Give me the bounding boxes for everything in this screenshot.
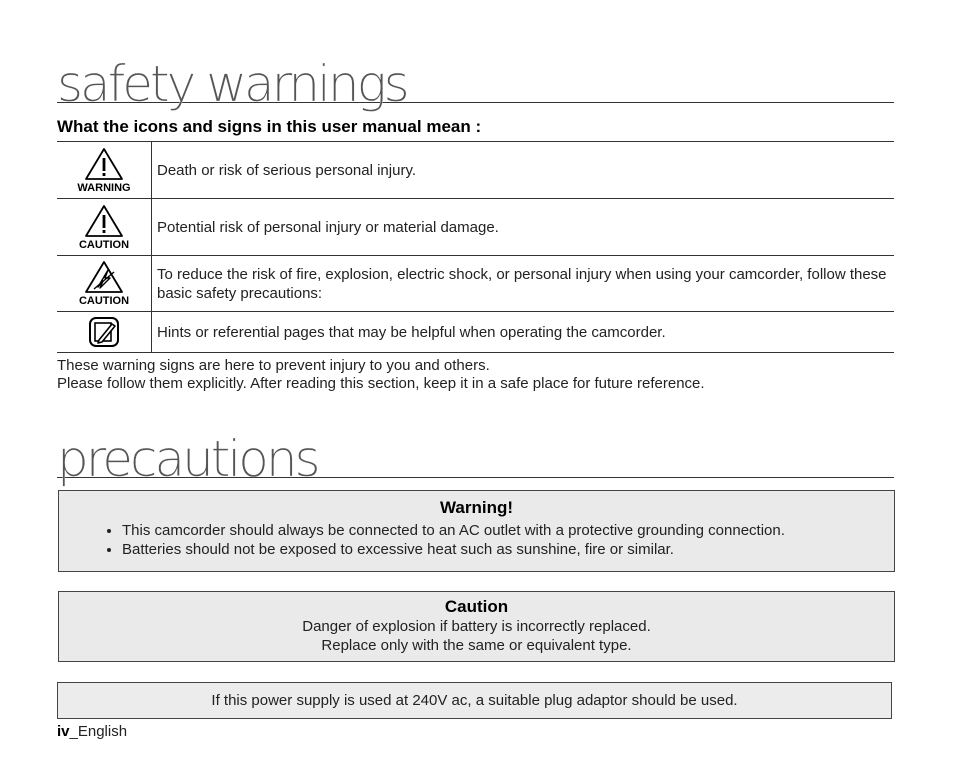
list-item: • This camcorder should always be connected to an AC outlet with a protective grounding connection. [122, 521, 894, 540]
caution-line: Replace only with the same or equivalent type. [321, 637, 632, 654]
intro-text [57, 357, 705, 393]
shock-triangle-icon [84, 260, 124, 294]
icons-heading: What the icons and signs in this user manual mean : [57, 117, 482, 136]
warning-heading: Warning! [439, 498, 514, 517]
icon-label: WARNING [77, 181, 131, 194]
warning-list [59, 521, 894, 559]
note-pencil-icon [88, 316, 120, 348]
footer-language: _English [69, 723, 128, 740]
table-row [57, 256, 894, 312]
page-number: iv [57, 723, 70, 740]
caution-box [58, 591, 895, 662]
icons-table [57, 141, 894, 353]
icon-label: CAUTION [78, 238, 130, 251]
icon-label: CAUTION [78, 295, 130, 307]
power-note: If this power supply is used at 240V ac, a suitable plug adaptor should be used. [211, 692, 738, 709]
page-footer [57, 723, 127, 740]
caution-line: Danger of explosion if battery is incorrectly replaced. [302, 618, 651, 635]
table-row [57, 199, 894, 256]
warning-triangle-icon [84, 147, 124, 181]
caution-triangle-icon [84, 204, 124, 238]
icon-description: Death or risk of serious personal injury. [152, 142, 895, 199]
icon-description: Hints or referential pages that may be helpful when operating the camcorder. [152, 312, 895, 353]
precautions-title: precautions [57, 432, 894, 478]
icon-description: Potential risk of personal injury or material damage. [152, 199, 895, 256]
icon-description: To reduce the risk of fire, explosion, electric shock, or personal injury when using your camcorder, follow these basic safety precautions: [152, 256, 895, 312]
table-row [57, 142, 894, 199]
caution-heading: Caution [444, 597, 509, 616]
intro-line: Please follow them explicitly. After reading this section, keep it in a safe place for future reference. [57, 375, 705, 392]
warning-box [58, 490, 895, 572]
list-item: • Batteries should not be exposed to excessive heat such as sunshine, fire or similar. [122, 540, 894, 559]
power-note-box [57, 682, 892, 719]
table-row [57, 312, 894, 353]
intro-line: These warning signs are here to prevent injury to you and others. [57, 357, 490, 374]
safety-warnings-title: safety warnings [57, 57, 894, 103]
